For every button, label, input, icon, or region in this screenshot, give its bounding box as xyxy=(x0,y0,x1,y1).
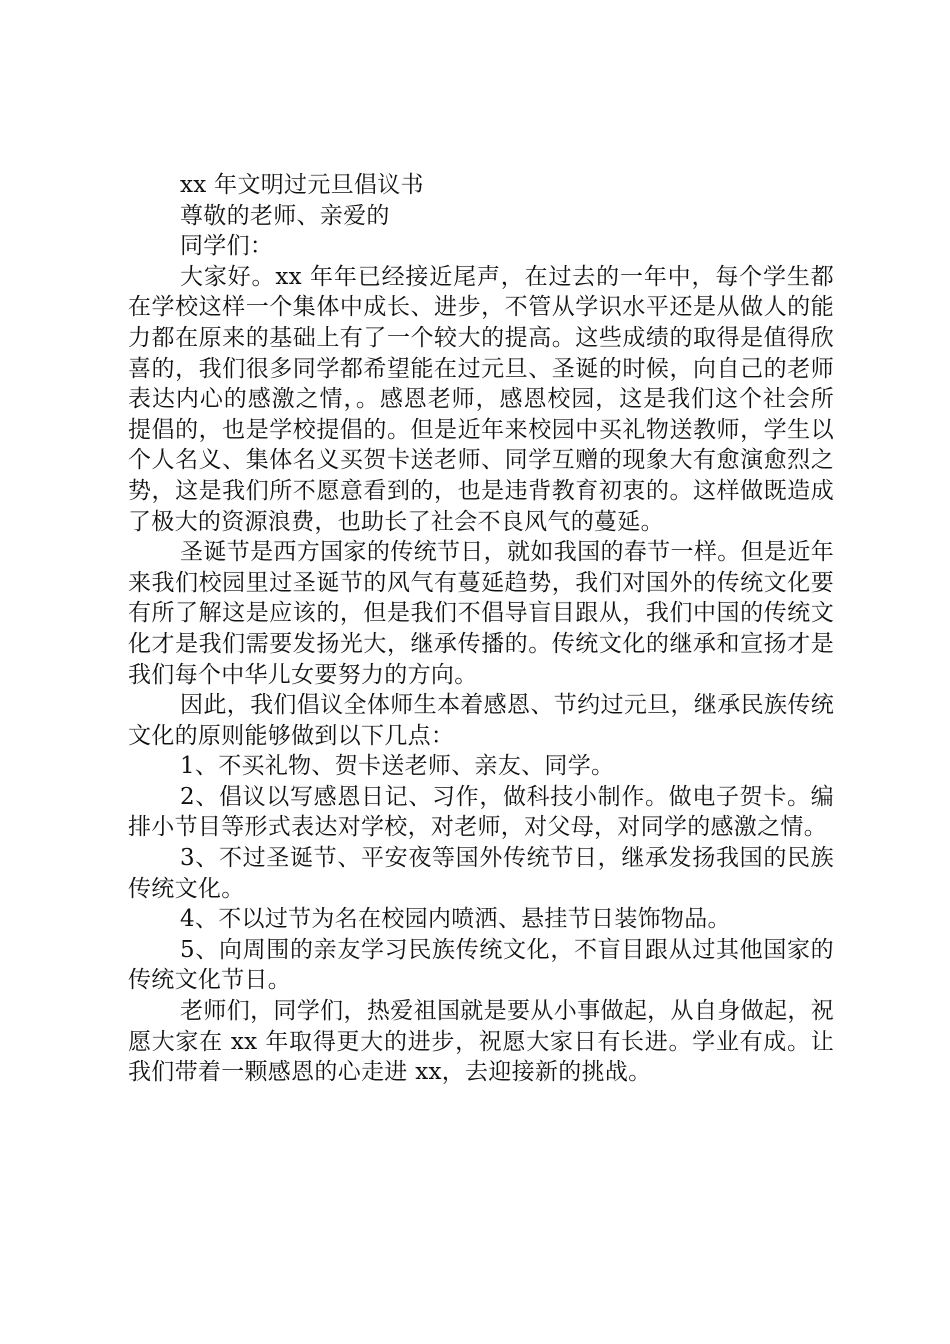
proposal-item-2: 2、倡议以写感恩日记、习作，做科技小制作。做电子贺卡。编排小节目等形式表达对学校，对老师，对父母，对同学的感激之情。 xyxy=(128,783,834,841)
salutation-line-1: 尊敬的老师、亲爱的 xyxy=(180,202,390,229)
document-title: xx 年文明过元旦倡议书 xyxy=(180,172,424,198)
paragraph-proposal: 因此，我们倡议全体师生本着感恩、节约过元旦，继承民族传统文化的原则能够做到以下几点： xyxy=(128,692,834,749)
document-body xyxy=(128,170,834,1088)
salutation-line-2: 同学们： xyxy=(180,233,274,260)
proposal-item-5: 5、向周围的亲友学习民族传统文化，不盲目跟从过其他国家的传统文化节日。 xyxy=(128,936,834,994)
paragraph-closing: 老师们，同学们，热爱祖国就是要从小事做起，从自身做起，祝愿大家在 xx 年取得更大的进步，祝愿大家日有长进。学业有成。让我们带着一颗感恩的心走进 xx，去迎接新的挑战。 xyxy=(128,998,834,1086)
proposal-item-3: 3、不过圣诞节、平安夜等国外传统节日，继承发扬我国的民族传统文化。 xyxy=(128,845,834,902)
paragraph-christmas: 圣诞节是西方国家的传统节日，就如我国的春节一样。但是近年来我们校园里过圣诞节的风气有蔓延趋势，我们对国外的传统文化要有所了解这是应该的，但是我们不倡导盲目跟从，我们中国的传统文化才是我们需要发扬光大，继承传播的。传统文化的继承和宣扬才是我们每个中华儿女要努力的方向。 xyxy=(128,539,834,688)
proposal-item-4: 4、不以过节为名在校园内喷洒、悬挂节日装饰物品。 xyxy=(180,906,731,933)
proposal-item-1: 1、不买礼物、贺卡送老师、亲友、同学。 xyxy=(180,753,615,780)
paragraph-intro: 大家好。xx 年年已经接近尾声，在过去的一年中，每个学生都在学校这样一个集体中成长、进步，不管从学识水平还是从做人的能力都在原来的基础上有了一个较大的提高。这些成绩的取得是值得欣喜的，我们很多同学都希望能在过元旦、圣诞的时候，向自己的老师表达内心的感激之情，。感恩老师，感恩校园，这是我们这个社会所提倡的，也是学校提倡的。但是近年来校园中买礼物送教师，学生以个人名义、集体名义买贺卡送老师、同学互赠的现象大有愈演愈烈之势，这是我们所不愿意看到的，也是违背教育初衷的。这样做既造成了极大的资源浪费，也助长了社会不良风气的蔓延。 xyxy=(128,263,834,535)
